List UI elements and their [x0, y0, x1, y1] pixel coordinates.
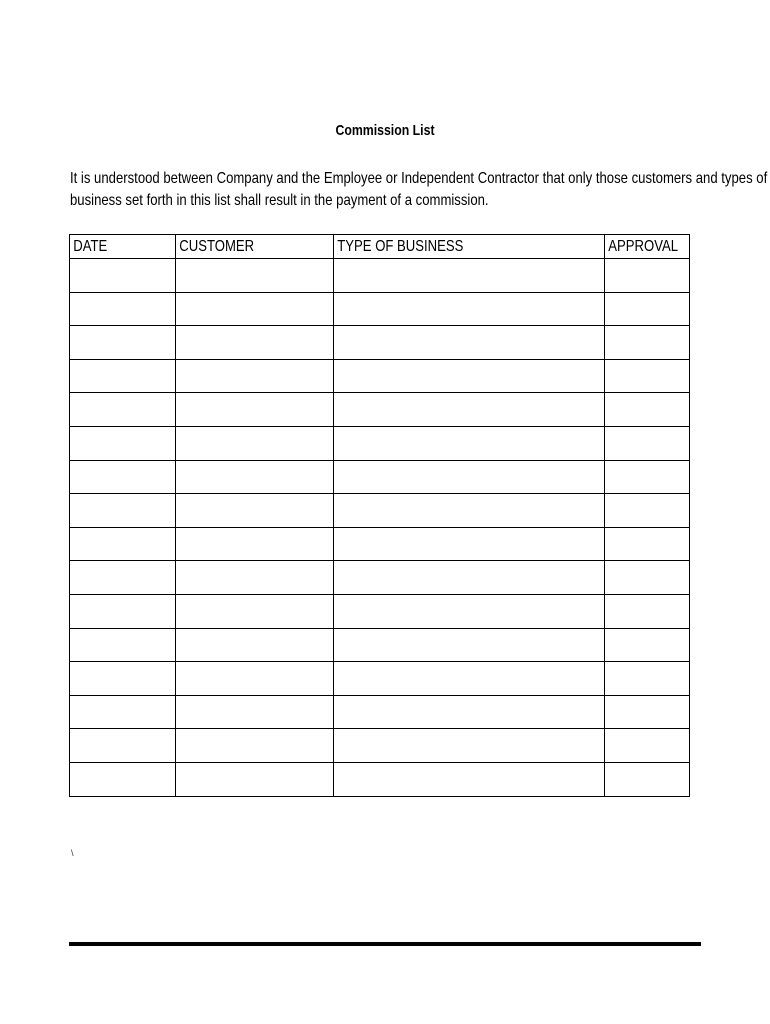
cell-approval[interactable] — [605, 527, 690, 561]
table-row — [70, 594, 690, 628]
column-header-type-of-business: TYPE OF BUSINESS — [334, 235, 605, 259]
cell-approval[interactable] — [605, 628, 690, 662]
commission-table — [69, 234, 690, 797]
column-header-customer: CUSTOMER — [176, 235, 334, 259]
cell-approval[interactable] — [605, 393, 690, 427]
cell-customer[interactable] — [176, 426, 334, 460]
cell-date[interactable] — [70, 393, 176, 427]
cell-approval[interactable] — [605, 259, 690, 293]
cell-type-of-business[interactable] — [334, 695, 605, 729]
cell-approval[interactable] — [605, 762, 690, 796]
cell-date[interactable] — [70, 292, 176, 326]
cell-approval[interactable] — [605, 326, 690, 360]
cell-approval[interactable] — [605, 729, 690, 763]
cell-date[interactable] — [70, 359, 176, 393]
cell-type-of-business[interactable] — [334, 594, 605, 628]
cell-approval[interactable] — [605, 292, 690, 326]
table-row — [70, 494, 690, 528]
table-row — [70, 426, 690, 460]
cell-date[interactable] — [70, 460, 176, 494]
column-header-date: DATE — [70, 235, 176, 259]
cell-customer[interactable] — [176, 628, 334, 662]
table-row — [70, 460, 690, 494]
cell-date[interactable] — [70, 695, 176, 729]
cell-type-of-business[interactable] — [334, 762, 605, 796]
cell-date[interactable] — [70, 494, 176, 528]
bottom-rule — [69, 942, 701, 946]
cell-customer[interactable] — [176, 561, 334, 595]
table-body — [70, 259, 690, 797]
cell-customer[interactable] — [176, 594, 334, 628]
cell-type-of-business[interactable] — [334, 292, 605, 326]
cell-customer[interactable] — [176, 527, 334, 561]
cell-customer[interactable] — [176, 662, 334, 696]
cell-approval[interactable] — [605, 359, 690, 393]
table-row — [70, 695, 690, 729]
table-row — [70, 662, 690, 696]
cell-approval[interactable] — [605, 494, 690, 528]
cell-date[interactable] — [70, 628, 176, 662]
cell-customer[interactable] — [176, 729, 334, 763]
cell-date[interactable] — [70, 259, 176, 293]
cell-type-of-business[interactable] — [334, 460, 605, 494]
stray-mark: \ — [71, 848, 74, 858]
cell-approval[interactable] — [605, 426, 690, 460]
table-row — [70, 729, 690, 763]
intro-line: It is understood between Company and the Employee or Independent Contractor that only those customers and types of — [70, 170, 768, 187]
cell-type-of-business[interactable] — [334, 426, 605, 460]
cell-approval[interactable] — [605, 695, 690, 729]
cell-customer[interactable] — [176, 393, 334, 427]
cell-type-of-business[interactable] — [334, 662, 605, 696]
cell-type-of-business[interactable] — [334, 527, 605, 561]
cell-type-of-business[interactable] — [334, 561, 605, 595]
cell-customer[interactable] — [176, 460, 334, 494]
cell-customer[interactable] — [176, 494, 334, 528]
cell-approval[interactable] — [605, 561, 690, 595]
cell-type-of-business[interactable] — [334, 494, 605, 528]
cell-type-of-business[interactable] — [334, 729, 605, 763]
cell-type-of-business[interactable] — [334, 326, 605, 360]
table-row — [70, 393, 690, 427]
column-header-approval: APPROVAL — [605, 235, 690, 259]
cell-date[interactable] — [70, 326, 176, 360]
cell-customer[interactable] — [176, 326, 334, 360]
table-header-row — [70, 235, 690, 259]
cell-date[interactable] — [70, 662, 176, 696]
table-row — [70, 762, 690, 796]
table-row — [70, 326, 690, 360]
cell-date[interactable] — [70, 527, 176, 561]
table-row — [70, 359, 690, 393]
cell-date[interactable] — [70, 561, 176, 595]
cell-customer[interactable] — [176, 259, 334, 293]
table-row — [70, 628, 690, 662]
cell-type-of-business[interactable] — [334, 628, 605, 662]
cell-customer[interactable] — [176, 292, 334, 326]
table-row — [70, 259, 690, 293]
cell-date[interactable] — [70, 729, 176, 763]
table-row — [70, 561, 690, 595]
document-title: Commission List — [335, 122, 435, 139]
cell-date[interactable] — [70, 426, 176, 460]
table-row — [70, 292, 690, 326]
cell-customer[interactable] — [176, 695, 334, 729]
cell-type-of-business[interactable] — [334, 259, 605, 293]
cell-customer[interactable] — [176, 762, 334, 796]
cell-customer[interactable] — [176, 359, 334, 393]
intro-line: business set forth in this list shall result in the payment of a commission. — [70, 192, 489, 209]
cell-date[interactable] — [70, 762, 176, 796]
cell-approval[interactable] — [605, 594, 690, 628]
table-row — [70, 527, 690, 561]
intro-paragraph — [70, 168, 768, 212]
cell-approval[interactable] — [605, 460, 690, 494]
cell-approval[interactable] — [605, 662, 690, 696]
cell-type-of-business[interactable] — [334, 393, 605, 427]
cell-date[interactable] — [70, 594, 176, 628]
cell-type-of-business[interactable] — [334, 359, 605, 393]
